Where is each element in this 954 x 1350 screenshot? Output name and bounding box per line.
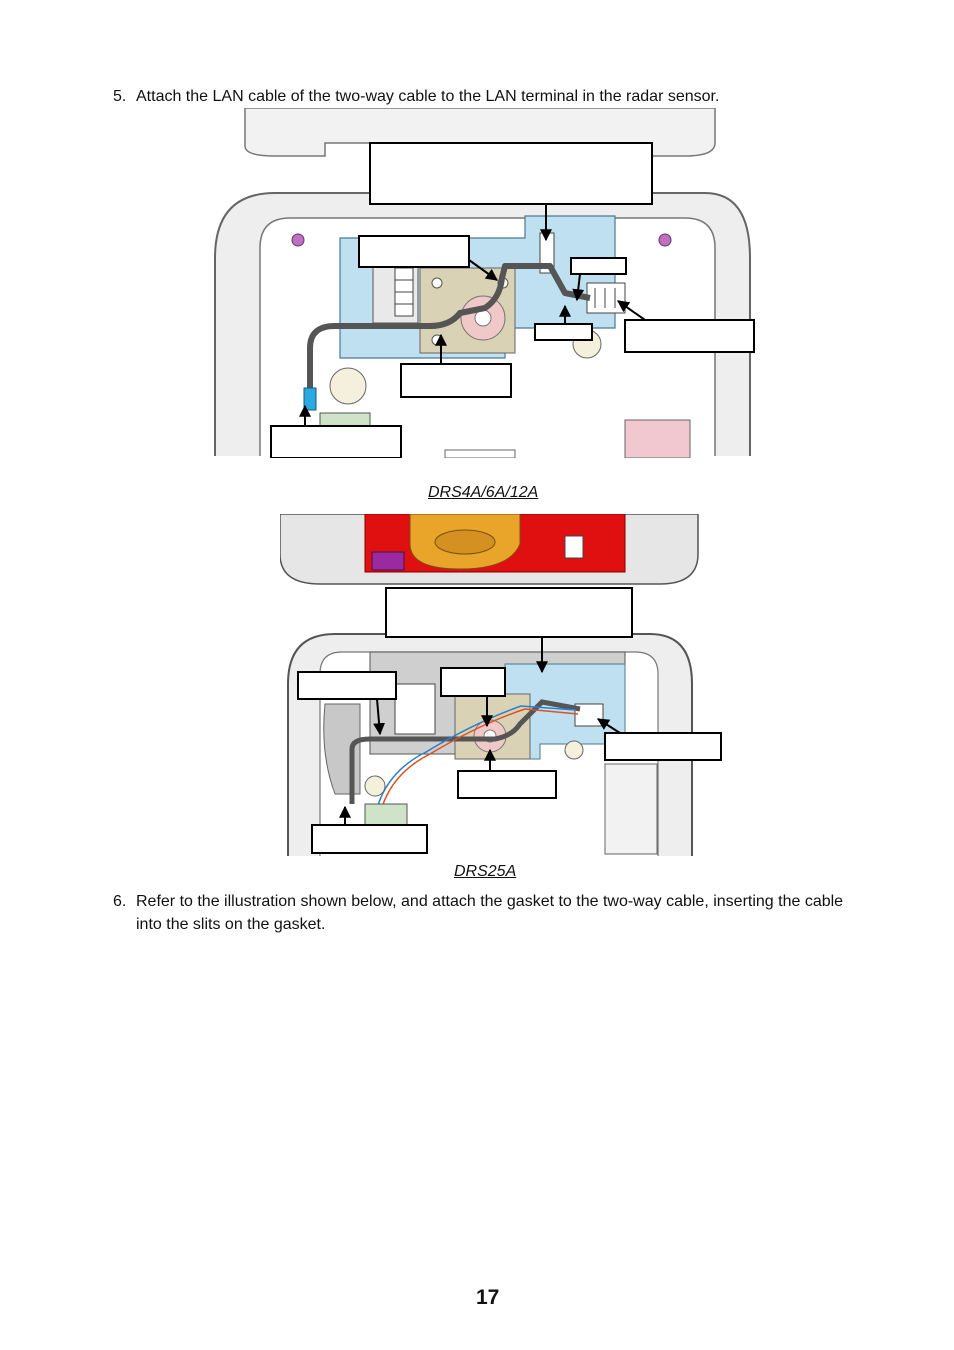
bolt-left [330, 368, 366, 404]
callout-box-center [458, 771, 556, 798]
callout-box-upper-center [441, 668, 505, 696]
callout-box-small-lower [535, 324, 592, 340]
lower-connector-block [365, 804, 407, 826]
bolt-left [365, 776, 385, 796]
callout-box-left [298, 672, 396, 699]
callout-box-right [605, 733, 721, 760]
callout-box-bottom-left [312, 825, 427, 853]
antenna-housing [280, 514, 698, 584]
step-text: Attach the LAN cable of the two-way cable to the LAN terminal in the radar sensor. [136, 88, 720, 105]
callout-box-bottom-left [271, 426, 401, 458]
lower-right-module [625, 420, 690, 458]
callout-box-upper-left [359, 236, 469, 267]
step-number: 5. [113, 88, 127, 105]
callout-box-right [625, 320, 754, 352]
terminal-block [395, 684, 435, 734]
callout-box-top [370, 143, 652, 204]
figure-caption-drs4a: DRS4A/6A/12A [428, 484, 539, 501]
figure-drs4a-illustration [205, 108, 755, 458]
bolt-right [565, 741, 583, 759]
callout-box-center [401, 364, 511, 397]
lower-right-module [605, 764, 657, 854]
step-5 [113, 85, 873, 109]
step-text: Refer to the illustration shown below, and attach the gasket to the two-way cable, inserting the cable into the slits on the gasket. [136, 893, 844, 933]
lower-terminal-strip [445, 450, 515, 458]
figure-drs25a-illustration [280, 514, 725, 856]
callout-box-top [386, 588, 632, 637]
page-number: 17 [476, 1286, 500, 1309]
purple-connector [372, 552, 404, 570]
lan-terminal [587, 283, 625, 313]
step-number: 6. [113, 893, 127, 910]
callout-box-small-right [571, 258, 626, 274]
step-6 [113, 890, 873, 940]
figure-caption-drs25a: DRS25A [454, 863, 517, 880]
